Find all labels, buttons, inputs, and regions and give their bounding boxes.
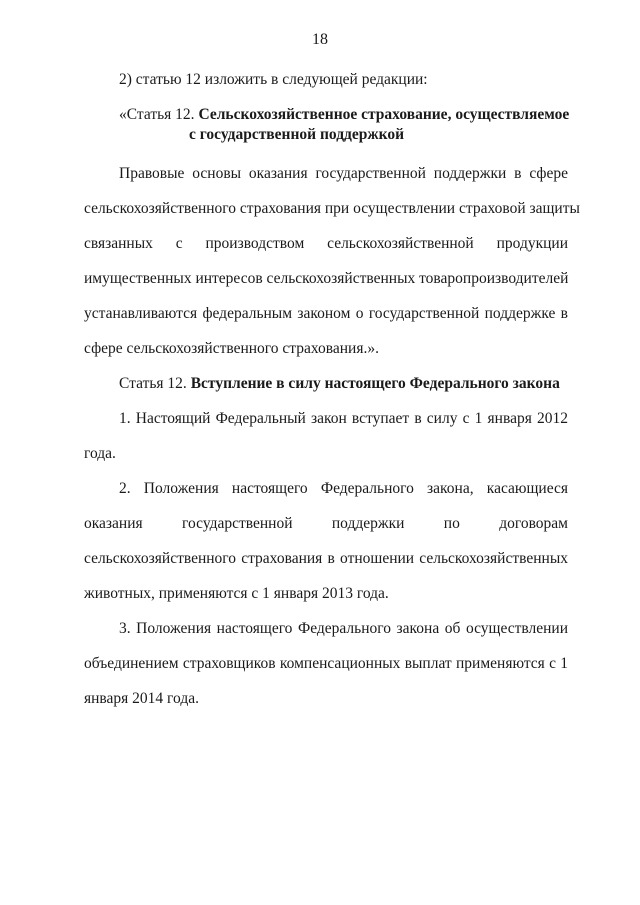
clause-3-line: января 2014 года. — [84, 690, 199, 707]
amendment-intro: 2) статью 12 изложить в следующей редакции: — [119, 71, 428, 88]
quoted-paragraph-line: устанавливаются федеральным законом о государственной поддержке в — [84, 305, 568, 322]
clause-1-line: года. — [84, 445, 116, 462]
quoted-paragraph-line: сельскохозяйственного страхования при осуществлении страховой защиты — [84, 200, 580, 217]
quoted-article-title-line2: с государственной поддержкой — [189, 126, 405, 143]
article-12-title: Вступление в силу настоящего Федерального закона — [190, 375, 560, 392]
quoted-article-title-line1: Сельскохозяйственное страхование, осуществляемое — [198, 106, 570, 123]
article-12-prefix: Статья 12. — [119, 375, 187, 392]
article-12-heading — [119, 374, 568, 394]
clause-2-line: сельскохозяйственного страхования в отношении сельскохозяйственных — [84, 550, 568, 567]
clause-3-line: 3. Положения настоящего Федерального закона об осуществлении — [119, 620, 568, 637]
clause-2-line: животных, применяются с 1 января 2013 года. — [84, 585, 389, 602]
clause-3-line: объединением страховщиков компенсационных выплат применяются с 1 — [84, 655, 568, 672]
quoted-paragraph-line: Правовые основы оказания государственной поддержки в сфере — [119, 165, 568, 182]
quoted-paragraph-line: имущественных интересов сельскохозяйственных товаропроизводителей — [84, 270, 569, 287]
clause-2-line: оказания государственной поддержки по договорам — [84, 515, 568, 532]
clause-1-line: 1. Настоящий Федеральный закон вступает в силу с 1 января 2012 — [119, 410, 568, 427]
quoted-paragraph-line: связанных с производством сельскохозяйственной продукции — [84, 235, 568, 252]
quoted-paragraph-line: сфере сельскохозяйственного страхования.». — [84, 340, 379, 357]
page-number: 18 — [312, 31, 328, 48]
clause-2-line: 2. Положения настоящего Федерального закона, касающиеся — [119, 480, 568, 497]
quoted-article-prefix: «Статья 12. — [119, 106, 195, 123]
quoted-article-heading — [119, 105, 568, 145]
